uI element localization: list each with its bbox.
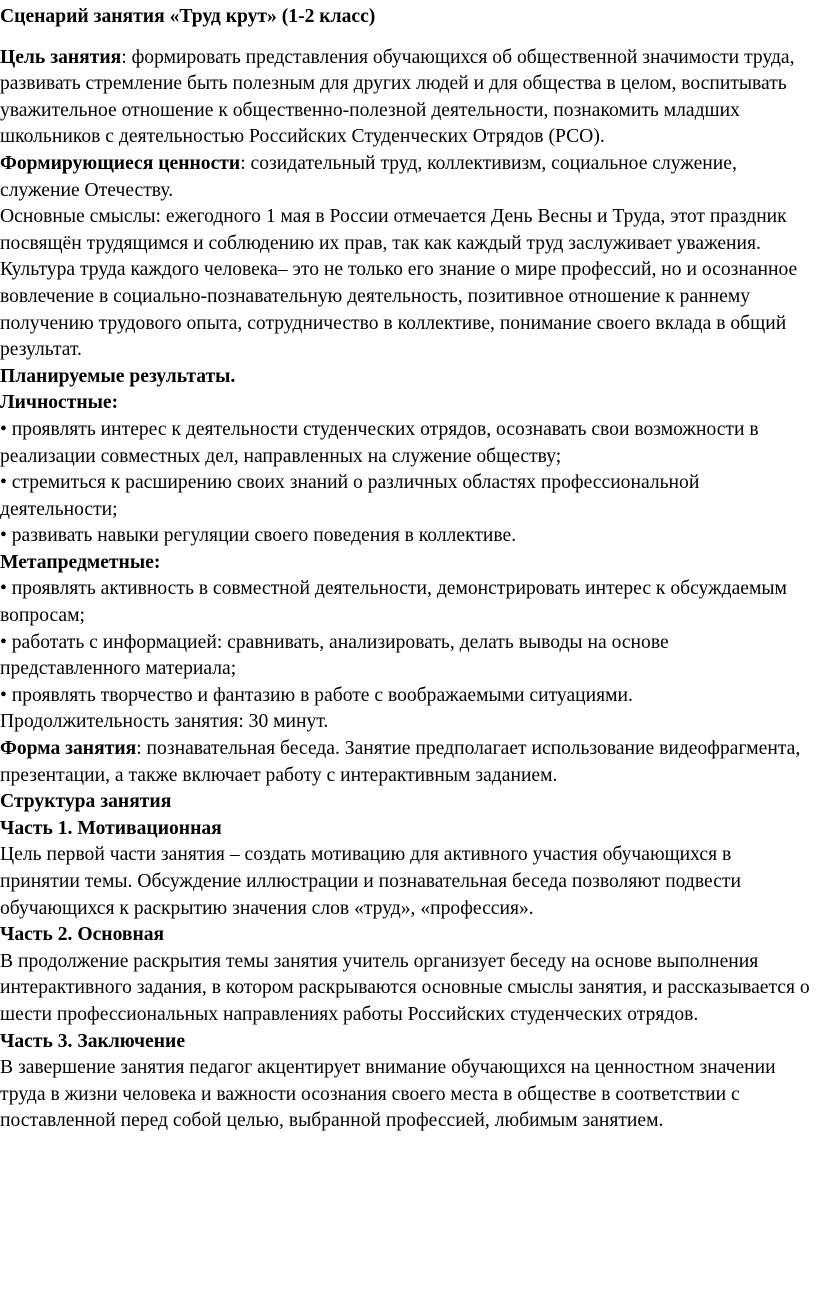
duration-paragraph: Продолжительность занятия: 30 минут. — [0, 711, 329, 733]
personal-item: • проявлять интерес к деятельности студенческих отрядов, осознавать свои возможности в реализации совместных дел, направленных на служение обществу; — [0, 418, 759, 467]
personal-item: • развивать навыки регуляции своего поведения в коллективе. — [0, 525, 517, 547]
meta-item: • проявлять творчество и фантазию в работе с воображаемыми ситуациями. — [0, 684, 633, 706]
part-1-heading: Часть 1. Мотивационная — [0, 817, 222, 839]
meta-item: • работать с информацией: сравнивать, анализировать, делать выводы на основе представленного материала; — [0, 631, 669, 680]
personal-heading: Личностные: — [0, 392, 119, 414]
structure-heading: Структура занятия — [0, 791, 172, 813]
form-paragraph — [0, 736, 812, 789]
document-page — [0, 4, 812, 1135]
part-3-heading: Часть 3. Заключение — [0, 1030, 186, 1052]
personal-item: • стремиться к расширению своих знаний о различных областях профессиональной деятельности; — [0, 472, 700, 520]
goal-label: Цель занятия — [0, 46, 122, 68]
meta-item: • проявлять активность в совместной деятельности, демонстрировать интерес к обсуждаемым вопросам; — [0, 578, 787, 627]
goal-text: : формировать представления обучающихся об общественной значимости труда, развивать стремление быть полезным для других людей и для общества в целом, воспитывать уважительное отношение к общественно-полезной деятельности, познакомить младших школьников с деятельностью Российских Студенческих Отрядов (РСО). — [0, 46, 795, 148]
part-2-text: В продолжение раскрытия темы занятия учитель организует беседу на основе выполнения интерактивного задания, в котором раскрываются основные смыслы занятия, и рассказывается о шести профессиональных направлениях работы Российских студенческих отрядов. — [0, 950, 810, 1025]
goal-paragraph — [0, 45, 812, 151]
part-3-text: В завершение занятия педагог акцентирует внимание обучающихся на ценностном значении труда в жизни человека и важности осознания своего места в обществе в соответствии с поставленной перед собой целью, выбранной профессией, любимым занятием. — [0, 1057, 776, 1132]
values-paragraph — [0, 151, 812, 204]
document-title: Сценарий занятия «Труд крут» (1-2 класс) — [0, 6, 376, 27]
part-2-heading: Часть 2. Основная — [0, 924, 165, 946]
results-heading: Планируемые результаты. — [0, 365, 236, 387]
values-text: : созидательный труд, коллективизм, социальное служение, служение Отечеству. — [0, 152, 737, 201]
form-text: : познавательная беседа. Занятие предполагает использование видеофрагмента, презентации, а также включает работу с интерактивным заданием. — [0, 738, 801, 786]
meanings-paragraph: Основные смыслы: ежегодного 1 мая в России отмечается День Весны и Труда, этот праздник посвящён трудящимся и соблюдению их прав, так как каждый труд заслуживает уважения. Культура труда каждого человека– это не только его знание о мире профессий, но и осознанное вовлечение в социально-познавательную деятельность, позитивное отношение к раннему получению трудового опыта, сотрудничество в коллективе, понимание своего вклада в общий результат. — [0, 206, 798, 361]
values-label: Формирующиеся ценности — [0, 152, 241, 174]
meta-heading: Метапредметные: — [0, 551, 161, 573]
form-label: Форма занятия — [0, 738, 137, 760]
part-1-text: Цель первой части занятия – создать мотивацию для активного участия обучающихся в принятии темы. Обсуждение иллюстрации и познавательная беседа позволяют подвести обучающихся к раскрытию значения слов «труд», «профессия». — [0, 844, 741, 919]
